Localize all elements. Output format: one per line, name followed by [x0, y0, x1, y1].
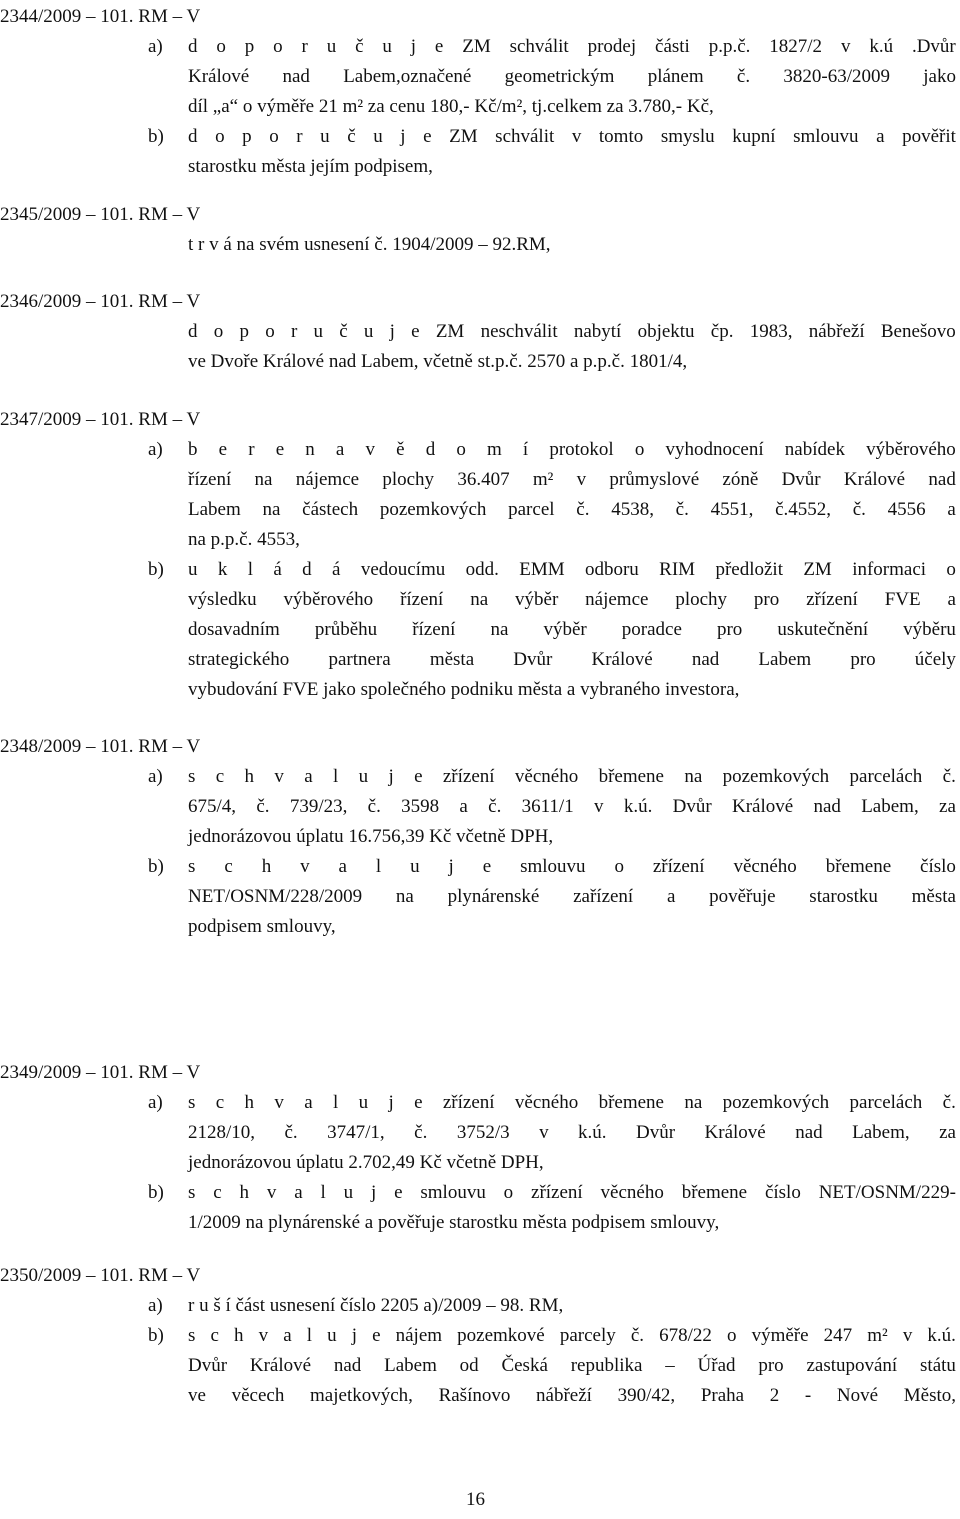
text-line: podpisem smlouvy, [188, 916, 336, 937]
text-line: t r v á na svém usnesení č. 1904/2009 – 92.RM, [188, 234, 551, 255]
resolution-heading: 2344/2009 – 101. RM – V [0, 6, 201, 27]
text-line: Králové nad Labem,označené geometrickým plánem č. 3820-63/2009 jako [188, 66, 956, 87]
item-text [188, 1291, 956, 1321]
text-line: 1/2009 na plynárenské a pověřuje starostku města podpisem smlouvy, [188, 1212, 720, 1233]
item-marker: a) [148, 766, 163, 787]
item-text [188, 1321, 956, 1411]
text-line: Dvůr Králové nad Labem od Česká republika – Úřad pro zastupování státu [188, 1355, 956, 1376]
text-line: jednorázovou úplatu 2.702,49 Kč včetně DPH, [188, 1152, 544, 1173]
text-line: starostku města jejím podpisem, [188, 156, 433, 177]
item-marker: a) [148, 1092, 163, 1113]
item-marker: b) [148, 126, 164, 147]
text-line: dosavadním průběhu řízení na výběr poradce pro uskutečnění výběru [188, 619, 956, 640]
resolution-heading: 2349/2009 – 101. RM – V [0, 1062, 201, 1083]
item-marker: b) [148, 1182, 164, 1203]
item-text [188, 317, 956, 377]
item-text [188, 1178, 956, 1238]
text-line: s c h v a l u j e smlouvu o zřízení věcného břemene číslo [188, 856, 956, 877]
item-text [188, 555, 956, 705]
resolution-heading: 2345/2009 – 101. RM – V [0, 204, 201, 225]
text-line: vybudování FVE jako společného podniku města a vybraného investora, [188, 679, 740, 700]
resolution-heading: 2350/2009 – 101. RM – V [0, 1265, 201, 1286]
text-line: strategického partnera města Dvůr Králové nad Labem pro účely [188, 649, 956, 670]
item-marker: a) [148, 1295, 163, 1316]
text-line: d o p o r u č u j e ZM neschválit nabytí objektu čp. 1983, nábřeží Benešovo [188, 321, 956, 342]
text-line: s c h v a l u j e zřízení věcného břemene na pozemkových parcelách č. [188, 766, 956, 787]
item-marker: a) [148, 439, 163, 460]
item-marker: a) [148, 36, 163, 57]
text-line: s c h v a l u j e zřízení věcného břemene na pozemkových parcelách č. [188, 1092, 956, 1113]
resolution-heading: 2348/2009 – 101. RM – V [0, 736, 201, 757]
text-line: výsledku výběrového řízení na výběr nájemce plochy pro zřízení FVE a [188, 589, 956, 610]
item-text [188, 762, 956, 852]
text-line: b e r e n a v ě d o m í protokol o vyhodnocení nabídek výběrového [188, 439, 956, 460]
item-text [188, 32, 956, 122]
text-line: 2128/10, č. 3747/1, č. 3752/3 v k.ú. Dvůr Králové nad Labem, za [188, 1122, 956, 1143]
text-line: NET/OSNM/228/2009 na plynárenské zařízení a pověřuje starostku města [188, 886, 956, 907]
text-line: ve věcech majetkových, Rašínovo nábřeží 390/42, Praha 2 - Nové Město, [188, 1385, 956, 1406]
text-line: 675/4, č. 739/23, č. 3598 a č. 3611/1 v k.ú. Dvůr Králové nad Labem, za [188, 796, 956, 817]
item-text [188, 852, 956, 942]
text-line: d o p o r u č u j e ZM schválit prodej části p.p.č. 1827/2 v k.ú .Dvůr [188, 36, 956, 57]
text-line: d o p o r u č u j e ZM schválit v tomto smyslu kupní smlouvu a pověřit [188, 126, 956, 147]
item-marker: b) [148, 559, 164, 580]
text-line: r u š í část usnesení číslo 2205 a)/2009 – 98. RM, [188, 1295, 564, 1316]
item-marker: b) [148, 1325, 164, 1346]
page-number: 16 [466, 1489, 485, 1510]
text-line: ve Dvoře Králové nad Labem, včetně st.p.č. 2570 a p.p.č. 1801/4, [188, 351, 688, 372]
item-marker: b) [148, 856, 164, 877]
text-line: jednorázovou úplatu 16.756,39 Kč včetně DPH, [188, 826, 554, 847]
text-line: na p.p.č. 4553, [188, 529, 300, 550]
resolution-heading: 2347/2009 – 101. RM – V [0, 409, 201, 430]
item-text [188, 1088, 956, 1178]
text-line: u k l á d á vedoucímu odd. EMM odboru RIM předložit ZM informaci o [188, 559, 956, 580]
text-line: řízení na nájemce plochy 36.407 m² v průmyslové zóně Dvůr Králové nad [188, 469, 956, 490]
item-text [188, 435, 956, 555]
text-line: s c h v a l u j e smlouvu o zřízení věcného břemene číslo NET/OSNM/229- [188, 1182, 956, 1203]
text-line: s c h v a l u j e nájem pozemkové parcely č. 678/22 o výměře 247 m² v k.ú. [188, 1325, 956, 1346]
item-text [188, 122, 956, 182]
resolution-heading: 2346/2009 – 101. RM – V [0, 291, 201, 312]
item-text [188, 230, 956, 260]
text-line: díl „a“ o výměře 21 m² za cenu 180,- Kč/m², tj.celkem za 3.780,- Kč, [188, 96, 714, 117]
text-line: Labem na částech pozemkových parcel č. 4538, č. 4551, č.4552, č. 4556 a [188, 499, 956, 520]
